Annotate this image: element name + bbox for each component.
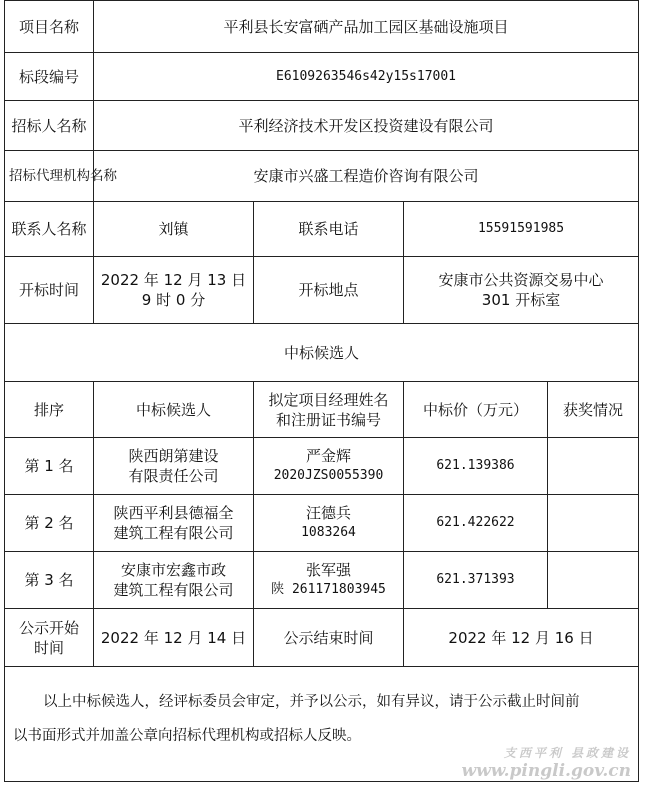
row-opening bbox=[5, 257, 639, 324]
watermark-line1: 支西平利 县政建设 bbox=[503, 746, 631, 760]
opening-time-label: 开标时间 bbox=[5, 257, 94, 324]
bid-announcement-table bbox=[4, 0, 639, 782]
row-candidate-headers bbox=[5, 382, 639, 438]
header-manager-line1: 拟定项目经理姓名 bbox=[268, 390, 389, 409]
header-manager bbox=[254, 382, 404, 438]
candidate-price: 621.139386 bbox=[404, 438, 548, 495]
publicity-end-value: 2022 年 12 月 16 日 bbox=[404, 609, 639, 667]
table-row bbox=[5, 495, 639, 552]
phone-value: 15591591985 bbox=[404, 202, 639, 257]
candidate-name-line2: 建筑工程有限公司 bbox=[113, 524, 234, 542]
candidate-award bbox=[548, 438, 639, 495]
candidate-rank: 第 3 名 bbox=[5, 552, 94, 609]
row-project-name bbox=[5, 1, 639, 53]
table-row bbox=[5, 552, 639, 609]
header-candidate: 中标候选人 bbox=[94, 382, 254, 438]
row-section-no bbox=[5, 53, 639, 101]
manager-cert: 2020JZS0055390 bbox=[273, 468, 384, 483]
table-row bbox=[5, 438, 639, 495]
publicity-start-value: 2022 年 12 月 14 日 bbox=[94, 609, 254, 667]
site-watermark bbox=[461, 744, 631, 781]
opening-time-line2: 9 时 0 分 bbox=[141, 291, 206, 309]
candidate-name bbox=[94, 552, 254, 609]
candidate-name-line2: 有限责任公司 bbox=[128, 467, 219, 485]
header-rank: 排序 bbox=[5, 382, 94, 438]
row-candidates-title bbox=[5, 324, 639, 382]
candidate-price: 621.371393 bbox=[404, 552, 548, 609]
manager-name: 汪德兵 bbox=[305, 504, 351, 522]
publicity-start-label-line1: 公示开始 bbox=[18, 618, 79, 637]
candidate-name-line2: 建筑工程有限公司 bbox=[113, 581, 234, 599]
opening-place-value bbox=[404, 257, 639, 324]
contact-label: 联系人名称 bbox=[5, 202, 94, 257]
candidate-manager bbox=[254, 438, 404, 495]
row-tenderer bbox=[5, 101, 639, 151]
opening-time-line1: 2022 年 12 月 13 日 bbox=[100, 271, 247, 289]
publicity-start-label-line2: 时间 bbox=[33, 638, 64, 657]
tenderer-value: 平利经济技术开发区投资建设有限公司 bbox=[94, 101, 639, 151]
manager-cert: 1083264 bbox=[301, 525, 356, 540]
project-name-value: 平利县长安富硒产品加工园区基础设施项目 bbox=[94, 1, 639, 53]
header-award: 获奖情况 bbox=[548, 382, 639, 438]
contact-value: 刘镇 bbox=[94, 202, 254, 257]
candidate-name-line1: 陕西平利县德福全 bbox=[113, 504, 234, 522]
candidate-manager bbox=[254, 495, 404, 552]
note-line1: 以上中标候选人，经评标委员会审定，并予以公示，如有异议，请于公示截止时间前 bbox=[43, 694, 580, 710]
publicity-end-label: 公示结束时间 bbox=[254, 609, 404, 667]
candidate-name bbox=[94, 495, 254, 552]
manager-name: 张军强 bbox=[305, 561, 351, 579]
candidate-price: 621.422622 bbox=[404, 495, 548, 552]
header-price: 中标价（万元） bbox=[404, 382, 548, 438]
candidate-name-line1: 安康市宏鑫市政 bbox=[120, 561, 226, 579]
manager-cert: 陕 261171803945 bbox=[271, 582, 386, 597]
candidate-name-line1: 陕西朗第建设 bbox=[128, 447, 219, 465]
row-contact bbox=[5, 202, 639, 257]
opening-time-value bbox=[94, 257, 254, 324]
candidates-title: 中标候选人 bbox=[5, 324, 639, 382]
opening-place-line2: 301 开标室 bbox=[481, 291, 561, 309]
row-agency bbox=[5, 151, 639, 202]
agency-value: 安康市兴盛工程造价咨询有限公司 bbox=[94, 151, 639, 202]
row-publicity bbox=[5, 609, 639, 667]
section-no-label: 标段编号 bbox=[5, 53, 94, 101]
candidate-award bbox=[548, 495, 639, 552]
phone-label: 联系电话 bbox=[254, 202, 404, 257]
section-no-value: E6109263546s42y15s17001 bbox=[94, 53, 639, 101]
tenderer-label: 招标人名称 bbox=[5, 101, 94, 151]
agency-label: 招标代理机构名称 bbox=[5, 151, 94, 202]
publicity-start-label bbox=[5, 609, 94, 667]
opening-place-line1: 安康市公共资源交易中心 bbox=[438, 271, 604, 289]
candidate-rank: 第 2 名 bbox=[5, 495, 94, 552]
candidate-name bbox=[94, 438, 254, 495]
header-manager-line2: 和注册证书编号 bbox=[275, 410, 381, 429]
manager-name: 严金辉 bbox=[305, 447, 351, 465]
note-line2: 以书面形式并加盖公章向招标代理机构或招标人反映。 bbox=[13, 728, 361, 744]
opening-place-label: 开标地点 bbox=[254, 257, 404, 324]
candidate-rank: 第 1 名 bbox=[5, 438, 94, 495]
watermark-line2: www.pingli.gov.cn bbox=[461, 761, 631, 781]
candidate-award bbox=[548, 552, 639, 609]
project-name-label: 项目名称 bbox=[5, 1, 94, 53]
candidate-manager bbox=[254, 552, 404, 609]
